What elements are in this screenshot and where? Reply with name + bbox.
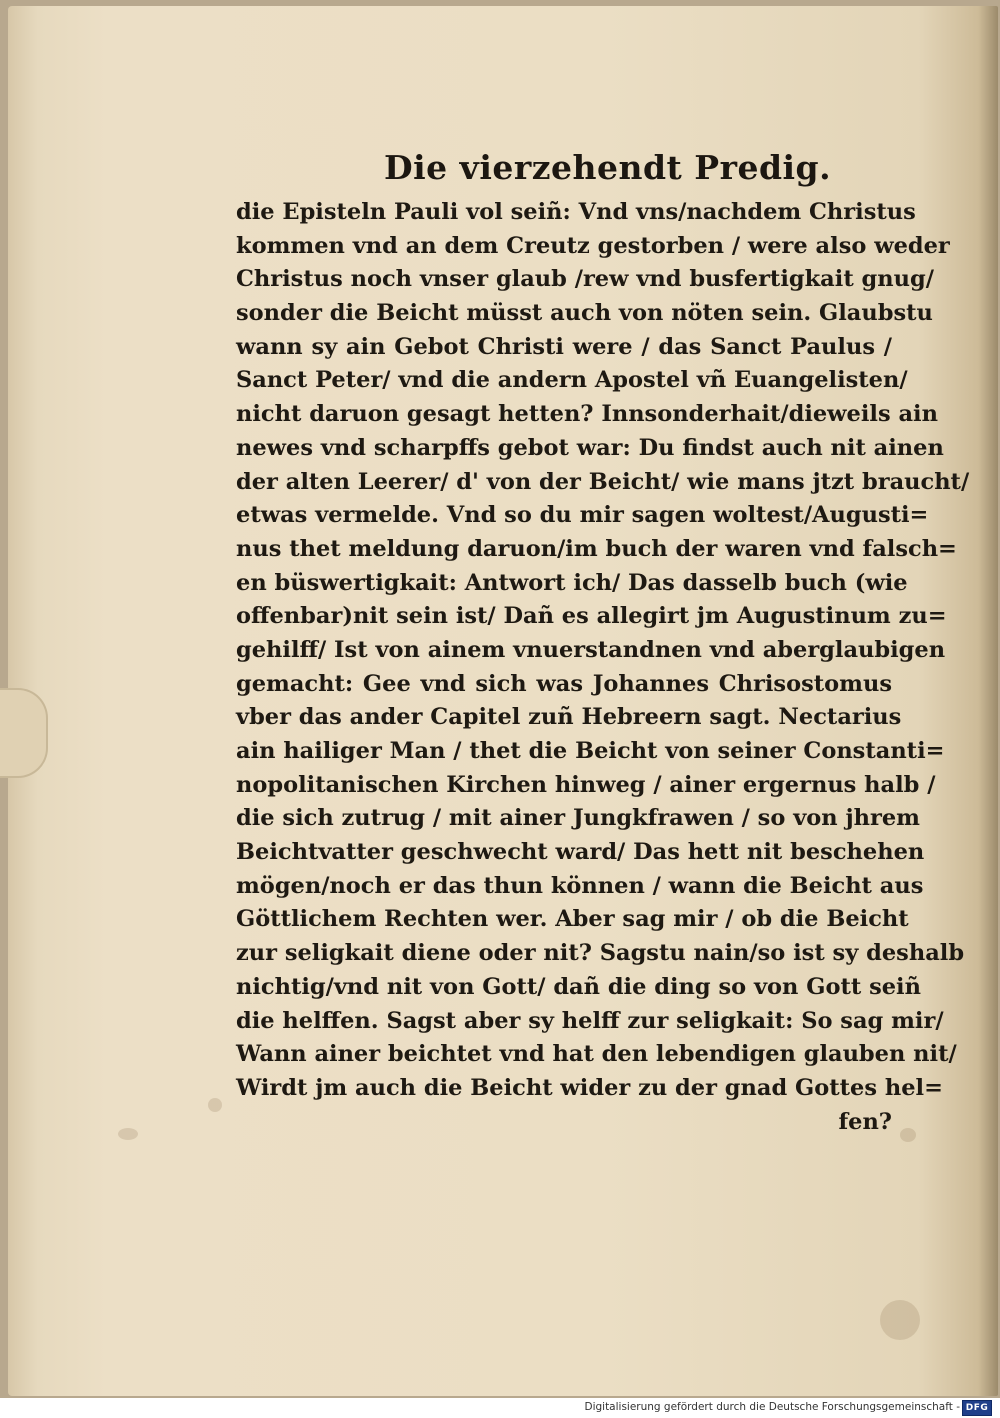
paper-stain: [118, 1128, 138, 1140]
text-line: die Episteln Pauli vol seiñ: Vnd vns/nachdem Christus: [236, 199, 916, 225]
text-line: wann sy ain Gebot Christi were / das Sanct Paulus /: [236, 333, 892, 360]
text-line: der alten Leerer/ d' von der Beicht/ wie mans jtzt braucht/: [236, 468, 970, 495]
text-line: sonder die Beicht müsst auch von nöten sein. Glaubstu: [236, 300, 933, 327]
text-line: zur seligkait diene oder nit? Sagstu nain/so ist sy deshalb: [236, 940, 965, 967]
paper-stain: [900, 1128, 916, 1142]
text-line: gehilff/ Ist von ainem vnuerstandnen vnd aberglaubigen: [236, 636, 946, 663]
text-line: nopolitanischen Kirchen hinweg / ainer ergernus halb /: [236, 771, 936, 798]
page-clip-tab: [0, 688, 48, 778]
text-line: Wann ainer beichtet vnd hat den lebendigen glauben nit/: [236, 1041, 957, 1068]
text-line: Christus noch vnser glaub /rew vnd busfertigkait gnug/: [236, 266, 934, 293]
text-line: Beichtvatter geschwecht ward/ Das hett nit beschehen: [236, 839, 925, 866]
text-line: newes vnd scharpffs gebot war: Du findst auch nit ainen: [236, 434, 944, 461]
text-line: mögen/noch er das thun können / wann die Beicht aus: [236, 872, 924, 899]
text-line: fen?: [838, 1108, 892, 1135]
text-line: die sich zutrug / mit ainer Jungkfrawen / so von jhrem: [236, 805, 920, 832]
text-line: nichtig/vnd nit von Gott/ dañ die ding so von Gott seiñ: [236, 973, 921, 1000]
body-text: [236, 196, 970, 1139]
paper-stain: [208, 1098, 222, 1112]
paper-stain: [880, 1300, 920, 1340]
text-line: ain hailiger Man / thet die Beicht von seiner Constanti=: [236, 738, 945, 764]
text-line: kommen vnd an dem Creutz gestorben / were also weder: [236, 232, 950, 259]
dfg-logo: DFG: [962, 1400, 992, 1416]
funding-credit: Digitalisierung gefördert durch die Deutsche Forschungsgemeinschaft -: [584, 1401, 960, 1413]
text-line: gemacht: Gee vnd sich was Johannes Chrisostomus: [236, 670, 892, 697]
text-line: en büswertigkait: Antwort ich/ Das dasselb buch (wie: [236, 569, 908, 596]
text-line: offenbar)nit sein ist/ Dañ es allegirt jm Augustinum zu=: [236, 603, 947, 630]
text-line: Sanct Peter/ vnd die andern Apostel vñ Euangelisten/: [236, 367, 908, 394]
text-line: Wirdt jm auch die Beicht wider zu der gnad Gottes hel=: [236, 1074, 943, 1101]
text-line: nus thet meldung daruon/im buch der waren vnd falsch=: [236, 535, 957, 562]
page-heading: Die vierzehendt Predig.: [384, 148, 832, 187]
text-line: Göttlichem Rechten wer. Aber sag mir / ob die Beicht: [236, 906, 909, 933]
text-line: die helffen. Sagst aber sy helff zur seligkait: So sag mir/: [236, 1007, 944, 1034]
text-line: vber das ander Capitel zuñ Hebreern sagt. Nectarius: [236, 704, 902, 731]
text-line: etwas vermelde. Vnd so du mir sagen woltest/Augusti=: [236, 502, 929, 529]
text-line: nicht daruon gesagt hetten? Innsonderhait/dieweils ain: [236, 401, 938, 428]
